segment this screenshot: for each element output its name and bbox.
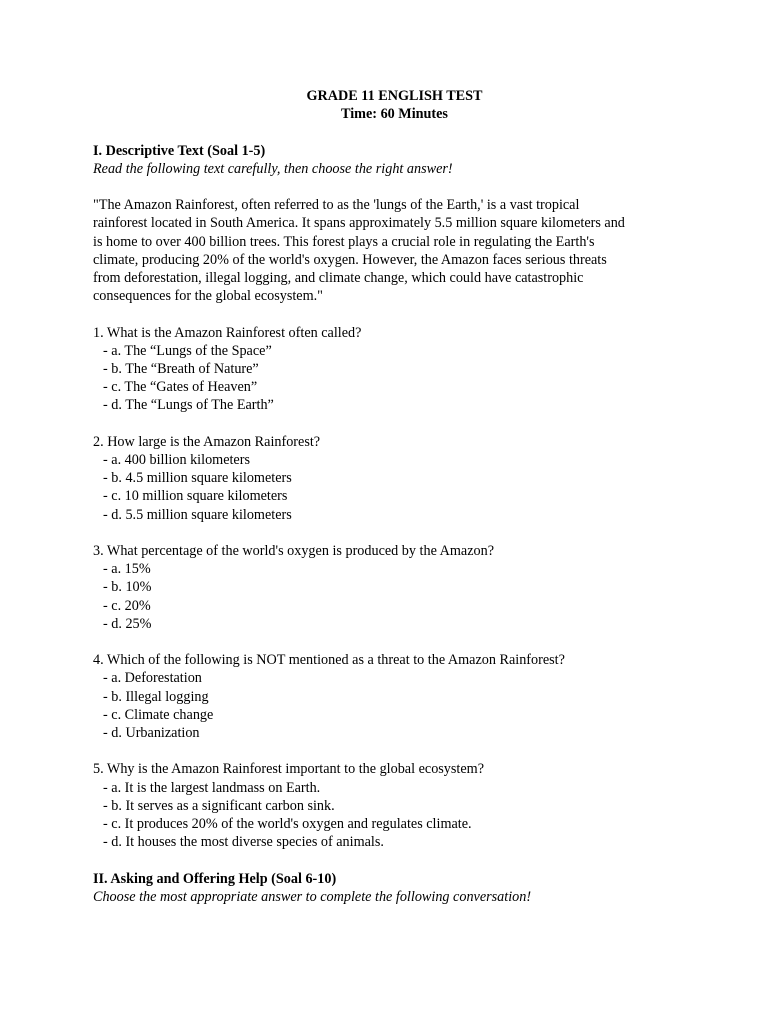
answer-option: - a. 15% bbox=[103, 561, 151, 578]
answer-option: - c. The “Gates of Heaven” bbox=[103, 379, 258, 396]
question-text: 3. What percentage of the world's oxygen is produced by the Amazon? bbox=[93, 543, 494, 559]
passage-line: from deforestation, illegal logging, and climate change, which could have catastrophic bbox=[93, 270, 584, 286]
answer-option: - b. It serves as a significant carbon sink. bbox=[103, 797, 335, 814]
answer-option: - d. Urbanization bbox=[103, 725, 200, 742]
passage-line: consequences for the global ecosystem." bbox=[93, 288, 323, 305]
answer-option: - c. It produces 20% of the world's oxygen and regulates climate. bbox=[103, 816, 472, 833]
question-block bbox=[93, 324, 698, 415]
answer-option: - d. 5.5 million square kilometers bbox=[103, 506, 292, 523]
section-title: II. Asking and Offering Help (Soal 6-10) bbox=[93, 870, 337, 887]
question-block bbox=[93, 651, 698, 742]
section-instruction: Read the following text carefully, then choose the right answer! bbox=[93, 160, 453, 177]
question-block bbox=[93, 760, 698, 851]
question-block bbox=[93, 433, 698, 524]
passage-line: is home to over 400 billion trees. This forest plays a crucial role in regulating the Earth's bbox=[93, 233, 595, 250]
section-asking-offering-help bbox=[93, 870, 698, 906]
question-text: 2. How large is the Amazon Rainforest? bbox=[93, 433, 321, 450]
question-text: 1. What is the Amazon Rainforest often called? bbox=[93, 324, 362, 341]
question-text: 5. Why is the Amazon Rainforest important to the global ecosystem? bbox=[93, 761, 484, 778]
answer-option: - c. 10 million square kilometers bbox=[103, 488, 288, 505]
passage-line: "The Amazon Rainforest, often referred to as the 'lungs of the Earth,' is a vast tropical bbox=[93, 197, 580, 214]
answer-option: - b. Illegal logging bbox=[103, 688, 209, 705]
question-block bbox=[93, 542, 698, 633]
answer-option: - b. 4.5 million square kilometers bbox=[103, 470, 292, 487]
test-time: Time: 60 Minutes bbox=[341, 106, 448, 123]
answer-option: - c. 20% bbox=[103, 597, 151, 614]
answer-option: - d. 25% bbox=[103, 615, 152, 632]
answer-option: - b. The “Breath of Nature” bbox=[103, 361, 259, 377]
test-title: GRADE 11 ENGLISH TEST bbox=[306, 88, 483, 104]
section-descriptive-text bbox=[93, 142, 698, 852]
section-title: I. Descriptive Text (Soal 1-5) bbox=[93, 142, 266, 159]
passage-line: rainforest located in South America. It spans approximately 5.5 million square kilometers and bbox=[93, 215, 625, 232]
answer-option: - b. 10% bbox=[103, 579, 152, 596]
question-text: 4. Which of the following is NOT mentioned as a threat to the Amazon Rainforest? bbox=[93, 652, 565, 669]
answer-option: - a. It is the largest landmass on Earth. bbox=[103, 779, 321, 796]
answer-option: - a. The “Lungs of the Space” bbox=[103, 342, 272, 359]
answer-option: - c. Climate change bbox=[103, 706, 214, 723]
test-header bbox=[91, 87, 698, 123]
section-instruction: Choose the most appropriate answer to complete the following conversation! bbox=[93, 888, 532, 905]
answer-option: - a. 400 billion kilometers bbox=[103, 452, 250, 468]
answer-option: - d. The “Lungs of The Earth” bbox=[103, 397, 274, 414]
passage-line: climate, producing 20% of the world's oxygen. However, the Amazon faces serious threats bbox=[93, 251, 607, 268]
answer-option: - a. Deforestation bbox=[103, 670, 202, 687]
reading-passage bbox=[93, 196, 698, 305]
answer-option: - d. It houses the most diverse species of animals. bbox=[103, 834, 384, 851]
